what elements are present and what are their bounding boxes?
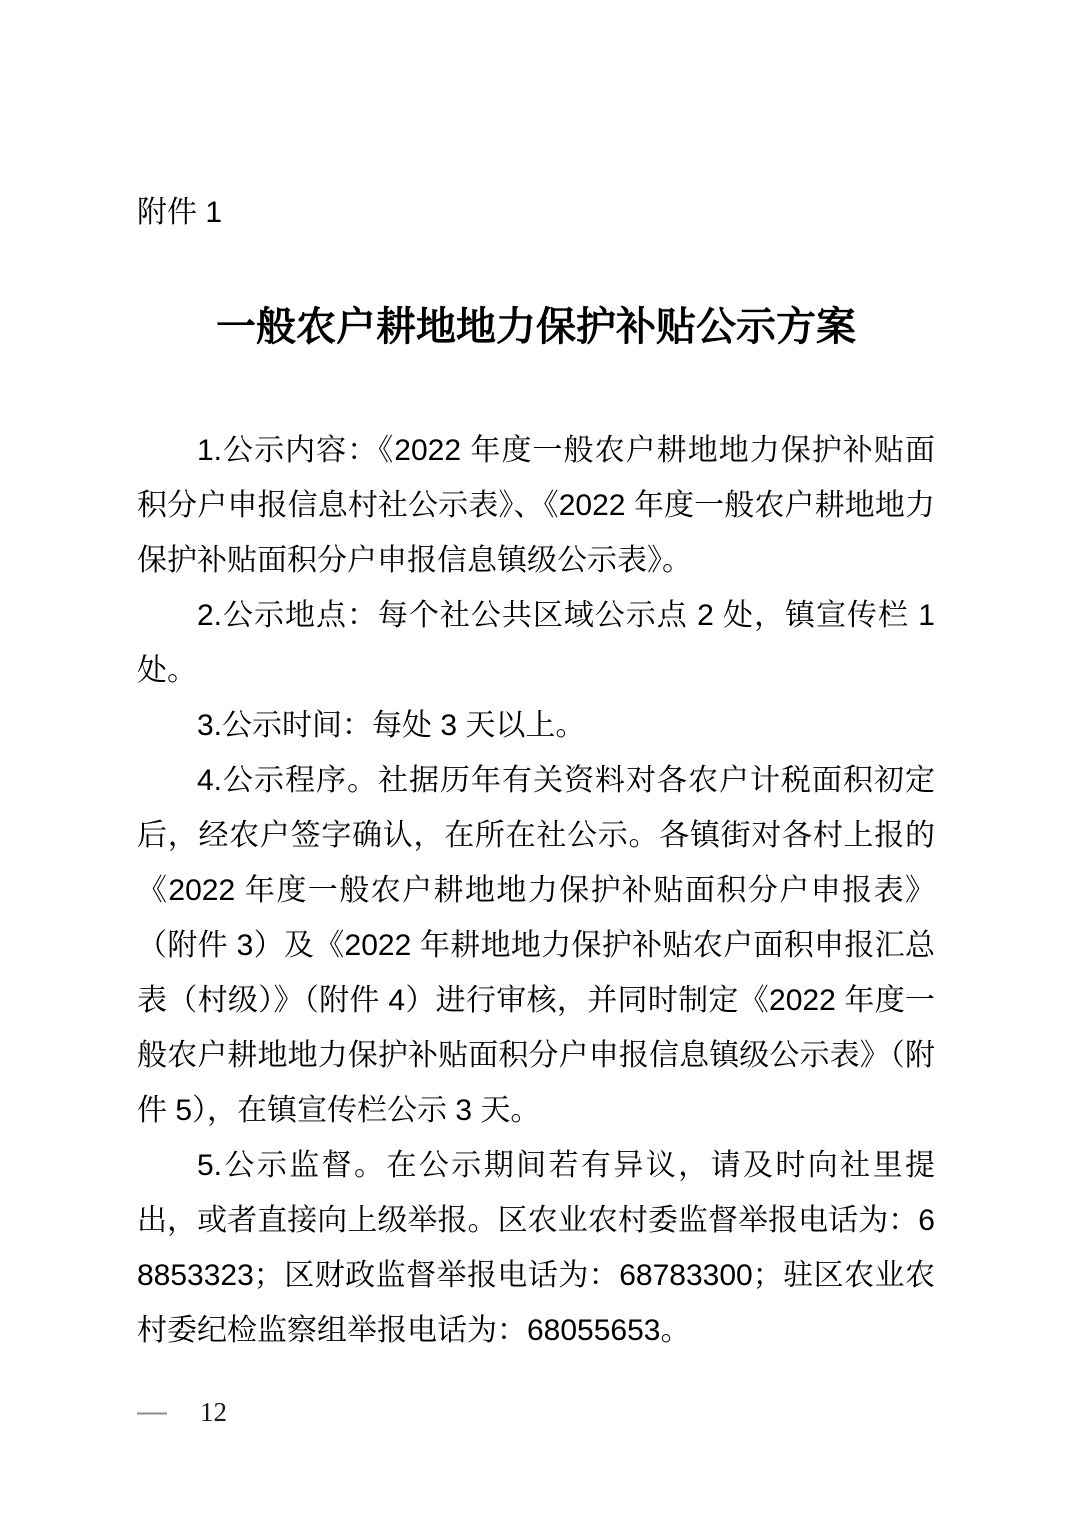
page-number: 12: [200, 1397, 227, 1427]
paragraph-publicity-supervision: 5.公示监督。在公示期间若有异议，请及时向社里提出，或者直接向上级举报。区农业农村委监督举报电话为：68853323；区财政监督举报电话为：68783300；驻区农业农村委纪检监察组举报电话为：68055653。: [137, 1149, 935, 1347]
footer-dash: —: [137, 1395, 167, 1428]
paragraph-publicity-content: 1.公示内容：《2022 年度一般农户耕地地力保护补贴面积分户申报信息村社公示表》、《2022 年度一般农户耕地地力保护补贴面积分户申报信息镇级公示表》。: [137, 434, 935, 577]
document-body: [137, 423, 935, 1358]
paragraph-publicity-location: 2.公示地点：每个社公共区域公示点 2 处，镇宣传栏 1 处。: [137, 599, 935, 687]
page-footer: [137, 1392, 227, 1432]
document-title: 一般农户耕地地力保护补贴公示方案: [216, 305, 856, 349]
paragraph-publicity-procedure: 4.公示程序。社据历年有关资料对各农户计税面积初定后，经农户签字确认，在所在社公示。各镇街对各村上报的《2022 年度一般农户耕地地力保护补贴面积分户申报表》（附件 3）及《2022 年耕地地力保护补贴农户面积申报汇总表（村级）》（附件 4）进行审核，并同时制定《2022 年度一般农户耕地地力保护补贴面积分户申报信息镇级公示表》（附件 5），在镇宣传栏公示 3 天。: [137, 764, 935, 1127]
attachment-label: 附件 1: [137, 196, 223, 229]
paragraph-publicity-time: 3.公示时间：每处 3 天以上。: [197, 709, 586, 742]
